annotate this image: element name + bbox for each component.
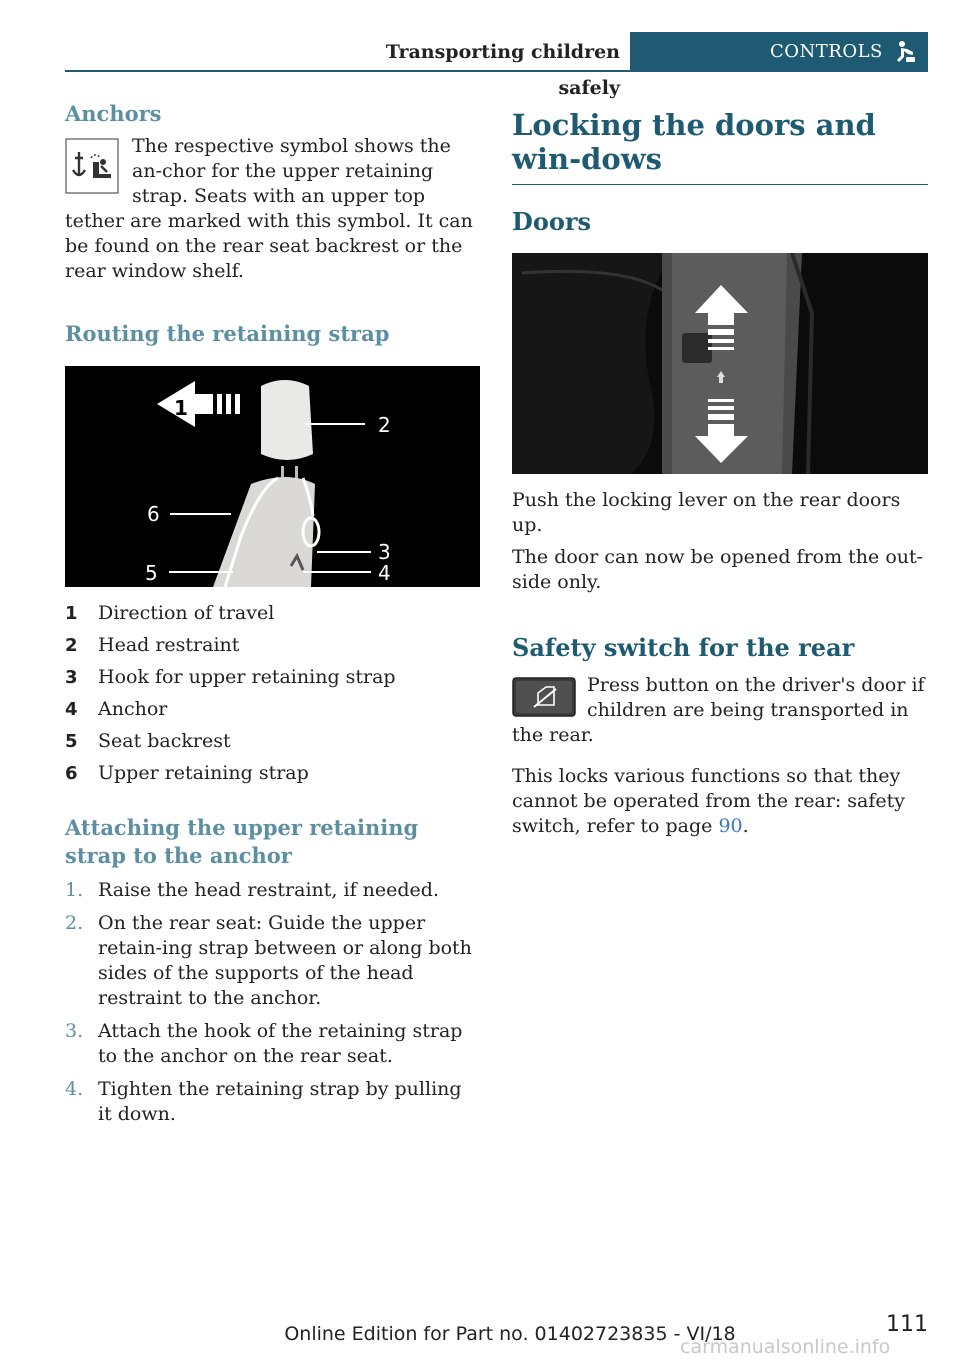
legend-item: 3 Hook for upper retaining strap [65, 666, 396, 688]
legend-item: 6 Upper retaining strap [65, 762, 309, 784]
step-item: 3. Attach the hook of the retaining strap to the anchor on the rear seat. [65, 1020, 463, 1067]
routing-heading: Routing the retaining strap [65, 321, 390, 346]
left-column [65, 100, 480, 1135]
step-item: 4. Tighten the retaining strap by pulling it down. [65, 1078, 462, 1125]
locking-heading: Locking the doors and win-dows [512, 108, 876, 176]
doors-text-1: Push the locking lever on the rear doors up. [512, 489, 901, 536]
legend-item: 2 Head restraint [65, 634, 240, 656]
attaching-heading: Attaching the upper retaining strap to the anchor [65, 815, 419, 868]
right-column [512, 108, 928, 839]
edition-footer: Online Edition for Part no. 01402723835 - VI/18 [284, 1323, 736, 1345]
header-rule [65, 70, 928, 72]
door-lock-figure [512, 253, 928, 474]
callout-2: 2 [378, 413, 391, 437]
controls-tab-label: CONTROLS [770, 41, 883, 62]
legend-item: 4 Anchor [65, 698, 168, 720]
page-number: 111 [886, 1312, 928, 1337]
callout-6: 6 [147, 502, 160, 526]
step-item: 1. Raise the head restraint, if needed. [65, 879, 439, 901]
attach-steps [65, 878, 480, 1127]
callout-4: 4 [378, 561, 391, 585]
figure-legend [65, 601, 480, 786]
controls-tab [630, 32, 928, 71]
legend-item: 5 Seat backrest [65, 730, 231, 752]
anchors-text: The respective symbol shows the an-chor for the upper retaining strap. Seats with an upper top tether are marked with this symbol. It can be found on the rear seat backrest or the rear window shelf. [65, 135, 473, 282]
locking-rule [512, 184, 928, 185]
section-title: Transporting children safely [385, 41, 620, 99]
page-90-link[interactable]: 90 [718, 815, 743, 837]
strap-routing-figure [65, 366, 480, 587]
callout-1: 1 [174, 396, 188, 420]
doors-text-2: The door can now be opened from the out-side only. [512, 546, 924, 593]
anchors-heading: Anchors [65, 101, 162, 126]
watermark: carmanualsonline.info [680, 1336, 891, 1358]
window-lock-button-icon [512, 677, 576, 717]
safety-text-1: Press button on the driver's door if children are being transported in the rear. [512, 674, 925, 746]
child-seat-anchor-icon [65, 138, 119, 194]
doors-heading: Doors [512, 207, 591, 236]
hand-pointer-icon [893, 39, 919, 65]
callout-3: 3 [378, 540, 391, 564]
callout-5: 5 [145, 561, 158, 585]
step-item: 2. On the rear seat: Guide the upper retain-ing strap between or along both sides of the supports of the head restraint to the anchor. [65, 912, 472, 1009]
safety-text-2: This locks various functions so that they cannot be operated from the rear: safety switch, refer to page 90. [512, 765, 906, 837]
safety-heading: Safety switch for the rear [512, 633, 855, 662]
legend-item: 1 Direction of travel [65, 602, 275, 624]
